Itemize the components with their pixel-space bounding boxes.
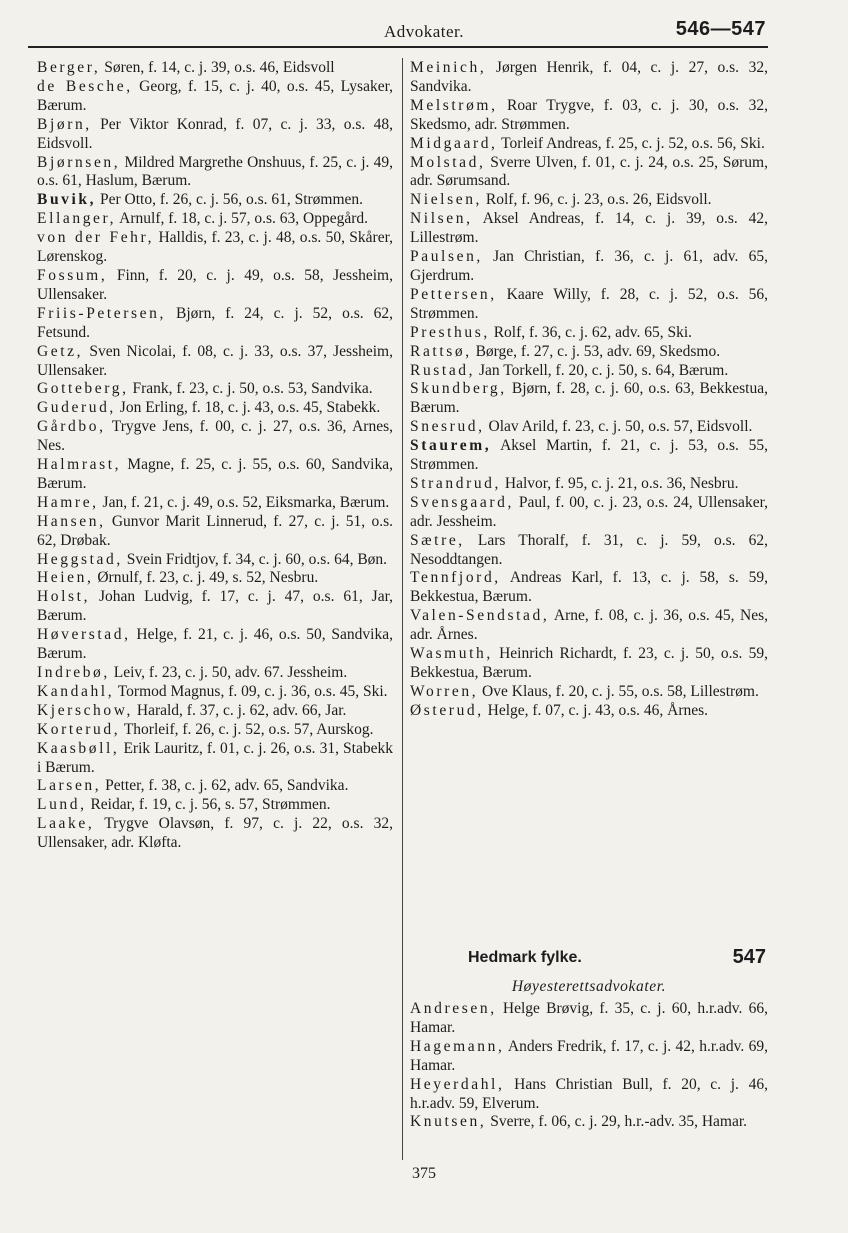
entry-details: Johan Ludvig, f. 17, c. j. 47, o.s. 61, Jar, Bærum. <box>37 588 393 625</box>
entry-surname: Hamre, <box>37 493 99 511</box>
entry-details: Trygve Olavsøn, f. 97, c. j. 22, o.s. 32, Ullensaker, adr. Kløfta. <box>37 815 393 852</box>
entry-details: Jan Christian, f. 36, c. j. 61, adv. 65, Gjerdrum. <box>410 248 768 284</box>
directory-entry <box>37 399 393 418</box>
directory-entry <box>37 343 393 381</box>
section-header <box>426 946 766 972</box>
entry-details: Finn, f. 20, c. j. 49, o.s. 58, Jessheim, Ullensaker. <box>37 266 393 303</box>
page-range: 546—547 <box>675 18 766 40</box>
entry-surname: Nilsen, <box>410 210 473 228</box>
entry-details: Per Otto, f. 26, c. j. 56, o.s. 61, Strømmen. <box>96 191 364 209</box>
directory-entry <box>37 267 393 305</box>
directory-entry <box>37 664 393 683</box>
entry-details: Svein Fridtjov, f. 34, c. j. 60, o.s. 64, Bøn. <box>122 550 388 568</box>
entry-details: Gunvor Marit Linnerud, f. 27, c. j. 51, o.s. 62, Drøbak. <box>37 512 393 549</box>
entry-surname: Skundberg, <box>410 380 507 398</box>
entry-details: Rolf, f. 36, c. j. 62, adv. 65, Ski. <box>489 323 693 341</box>
entry-surname: Fossum, <box>37 266 108 284</box>
entry-surname: Østerud, <box>410 701 484 719</box>
entry-surname: Gotteberg, <box>37 380 129 398</box>
entry-details: Aksel Martin, f. 21, c. j. 53, o.s. 55, Strømmen. <box>410 437 768 474</box>
entry-surname: Buvik, <box>37 191 97 209</box>
directory-entry <box>37 229 393 267</box>
directory-entry <box>410 343 768 362</box>
entry-surname: Wasmuth, <box>410 645 493 663</box>
entry-surname: Guderud, <box>37 399 116 417</box>
entry-surname: Laake, <box>37 815 95 833</box>
entry-surname: Knutsen, <box>410 1113 487 1131</box>
entry-surname: Bjørn, <box>37 115 92 133</box>
entry-surname: Gårdbo, <box>37 418 106 436</box>
directory-entry <box>37 154 393 192</box>
directory-entry <box>410 418 768 437</box>
directory-entry <box>37 815 393 853</box>
directory-entry <box>410 569 768 607</box>
entry-details: Jon Erling, f. 18, c. j. 43, o.s. 45, Stabekk. <box>115 399 381 417</box>
entry-surname: Larsen, <box>37 777 102 795</box>
entry-details: Paul, f. 00, c. j. 23, o.s. 24, Ullensaker, adr. Jessheim. <box>410 493 768 530</box>
entry-details: Petter, f. 38, c. j. 62, adv. 65, Sandvika. <box>101 777 349 795</box>
directory-entry <box>410 1113 768 1132</box>
directory-entry <box>37 740 393 778</box>
page-title: Advokater. <box>383 22 465 41</box>
left-column <box>37 59 393 853</box>
entry-details: Leiv, f. 23, c. j. 50, adv. 67. Jessheim. <box>109 664 348 681</box>
header-rule <box>28 46 768 48</box>
entry-surname: Rustad, <box>410 361 476 379</box>
entry-surname: Heggstad, <box>37 550 123 568</box>
entry-details: Andreas Karl, f. 13, c. j. 58, s. 59, Bekkestua, Bærum. <box>410 569 768 606</box>
entry-details: Georg, f. 15, c. j. 40, o.s. 45, Lysaker, Bærum. <box>37 77 394 114</box>
entry-details: Magne, f. 25, c. j. 55, o.s. 60, Sandvika, Bærum. <box>37 456 393 492</box>
directory-entry <box>37 305 393 343</box>
page-number: 375 <box>412 1165 436 1182</box>
directory-entry <box>37 626 393 664</box>
entry-details: Kaare Willy, f. 28, c. j. 52, o.s. 56, Strømmen. <box>410 285 768 322</box>
entry-details: Aksel Andreas, f. 14, c. j. 39, o.s. 42, Lillestrøm. <box>410 210 768 247</box>
entry-surname: Bjørnsen, <box>37 153 121 171</box>
entry-surname: Lund, <box>37 796 87 814</box>
directory-entry <box>410 324 768 343</box>
directory-entry <box>410 286 768 324</box>
directory-entry <box>410 437 768 475</box>
entry-details: Arne, f. 08, c. j. 36, o.s. 45, Nes, adr. Årnes. <box>410 607 768 644</box>
entry-surname: Kandahl, <box>37 682 115 700</box>
directory-entry <box>410 59 768 97</box>
entry-surname: Presthus, <box>410 323 490 341</box>
entry-surname: Hagemann, <box>410 1037 505 1055</box>
directory-entry <box>37 569 393 588</box>
entry-surname: Pettersen, <box>410 285 497 303</box>
directory-entry <box>410 475 768 494</box>
directory-entry <box>410 532 768 570</box>
entry-details: Arnulf, f. 18, c. j. 57, o.s. 63, Oppegård. <box>116 210 368 228</box>
directory-entry <box>37 683 393 702</box>
entry-surname: Midgaard, <box>410 134 498 152</box>
entry-details: Halvor, f. 95, c. j. 21, o.s. 36, Nesbru. <box>501 474 739 492</box>
entry-details: Sverre, f. 06, c. j. 29, h.r.-adv. 35, Hamar. <box>486 1113 748 1131</box>
directory-entry <box>410 380 768 418</box>
entry-surname: Heien, <box>37 569 94 587</box>
entry-surname: Staurem, <box>410 437 492 455</box>
directory-entry <box>37 456 393 494</box>
entry-details: Anders Fredrik, f. 17, c. j. 42, h.r.adv. 69, Hamar. <box>410 1037 768 1074</box>
entry-surname: Heyerdahl, <box>410 1075 505 1093</box>
entry-details: Sverre Ulven, f. 01, c. j. 24, o.s. 25, Sørum, adr. Sørumsand. <box>410 153 768 190</box>
entry-surname: Andresen, <box>410 1000 497 1017</box>
entry-details: Harald, f. 37, c. j. 62, adv. 66, Jar. <box>133 701 347 719</box>
entry-details: Lars Thoralf, f. 31, c. j. 59, o.s. 62, Nesoddtangen. <box>410 531 768 568</box>
entry-details: Per Viktor Konrad, f. 07, c. j. 33, o.s. 48, Eidsvoll. <box>37 115 393 152</box>
section-title: Hedmark fylke. <box>468 949 582 966</box>
entry-details: Bjørn, f. 24, c. j. 52, o.s. 62, Fetsund. <box>37 304 393 341</box>
directory-entry <box>410 362 768 381</box>
directory-entry <box>410 191 768 210</box>
entry-surname: Melstrøm, <box>410 96 498 114</box>
entry-surname: Sætre, <box>410 531 465 549</box>
entry-details: Jørgen Henrik, f. 04, c. j. 27, o.s. 32, Sandvika. <box>410 59 768 95</box>
directory-entry <box>410 248 768 286</box>
entry-surname: Kaasbøll, <box>37 739 120 757</box>
entry-details: Erik Lauritz, f. 01, c. j. 26, o.s. 31, Stabekk i Bærum. <box>37 739 393 776</box>
entry-surname: Tennfjord, <box>410 569 501 587</box>
directory-entry <box>37 702 393 721</box>
entry-details: Thorleif, f. 26, c. j. 52, o.s. 57, Aurskog. <box>120 720 374 738</box>
directory-entry <box>410 1076 768 1114</box>
entry-surname: Paulsen, <box>410 248 483 266</box>
entry-details: Ørnulf, f. 23, c. j. 49, s. 52, Nesbru. <box>93 569 319 587</box>
entry-surname: Hansen, <box>37 512 106 530</box>
directory-entry <box>37 721 393 740</box>
section-subtitle: Høyesterettsadvokater. <box>511 978 667 995</box>
entry-details: Jan, f. 21, c. j. 49, o.s. 52, Eiksmarka, Bærum. <box>98 493 390 511</box>
entry-details: Hans Christian Bull, f. 20, c. j. 46, h.r.adv. 59, Elverum. <box>410 1075 768 1112</box>
entry-details: Søren, f. 14, c. j. 39, o.s. 46, Eidsvoll <box>100 59 335 76</box>
entry-details: Sven Nicolai, f. 08, c. j. 33, o.s. 37, Jessheim, Ullensaker. <box>37 342 393 379</box>
entry-surname: Indrebø, <box>37 664 110 681</box>
directory-entry <box>410 1000 768 1038</box>
section-entries <box>410 1000 768 1132</box>
entry-details: Olav Arild, f. 23, c. j. 50, o.s. 57, Eidsvoll. <box>484 418 753 436</box>
entry-surname: Svensgaard, <box>410 493 514 511</box>
entry-details: Rolf, f. 96, c. j. 23, o.s. 26, Eidsvoll. <box>482 191 712 209</box>
entry-surname: Høverstad, <box>37 626 131 644</box>
entry-details: Jan Torkell, f. 20, c. j. 50, s. 64, Bærum. <box>475 361 729 379</box>
entry-details: Heinrich Richardt, f. 23, c. j. 50, o.s. 59, Bekkestua, Bærum. <box>410 645 768 681</box>
directory-entry <box>37 116 393 154</box>
directory-entry <box>37 551 393 570</box>
column-divider <box>402 58 403 1160</box>
entry-surname: Nielsen, <box>410 191 483 209</box>
entry-surname: Holst, <box>37 588 91 606</box>
directory-entry <box>410 1038 768 1076</box>
directory-entry <box>37 796 393 815</box>
directory-entry <box>410 154 768 192</box>
directory-entry <box>37 418 393 456</box>
entry-details: Tormod Magnus, f. 09, c. j. 36, o.s. 45, Ski. <box>114 682 388 700</box>
entry-details: Mildred Margrethe Onshuus, f. 25, c. j. 49, o.s. 61, Haslum, Bærum. <box>37 153 393 190</box>
directory-entry <box>37 588 393 626</box>
entry-surname: Valen-Sendstad, <box>410 607 550 625</box>
directory-entry <box>410 683 768 702</box>
entry-surname: Berger, <box>37 59 101 76</box>
directory-entry <box>37 59 393 78</box>
entry-details: Helge, f. 07, c. j. 43, o.s. 46, Årnes. <box>483 701 709 719</box>
right-column <box>410 59 768 721</box>
entry-surname: Kjerschow, <box>37 701 134 719</box>
directory-entry <box>37 777 393 796</box>
section-number: 547 <box>732 946 766 968</box>
directory-entry <box>37 494 393 513</box>
directory-entry <box>37 513 393 551</box>
directory-entry <box>37 191 393 210</box>
entry-surname: Rattsø, <box>410 342 472 360</box>
entry-details: Helge Brøvig, f. 35, c. j. 60, h.r.adv. 66, Hamar. <box>410 1000 768 1036</box>
entry-details: Torleif Andreas, f. 25, c. j. 52, o.s. 56, Ski. <box>497 134 765 152</box>
directory-entry <box>410 607 768 645</box>
directory-entry <box>37 380 393 399</box>
directory-entry <box>410 494 768 532</box>
entry-details: Helge, f. 21, c. j. 46, o.s. 50, Sandvika, Bærum. <box>37 626 393 663</box>
entry-details: Trygve Jens, f. 00, c. j. 27, o.s. 36, Arnes, Nes. <box>37 418 393 455</box>
entry-surname: Ellanger, <box>37 210 117 228</box>
directory-entry <box>410 645 768 683</box>
entry-surname: Halmrast, <box>37 456 122 474</box>
directory-entry <box>410 702 768 721</box>
entry-details: Roar Trygve, f. 03, c. j. 30, o.s. 32, Skedsmo, adr. Strømmen. <box>410 96 768 133</box>
entry-details: Reidar, f. 19, c. j. 56, s. 57, Strømmen. <box>86 796 331 814</box>
directory-entry <box>410 97 768 135</box>
entry-surname: de Besche, <box>37 77 133 95</box>
entry-details: Halldis, f. 23, c. j. 48, o.s. 50, Skårer, Lørenskog. <box>37 229 393 266</box>
entry-surname: Meinich, <box>410 59 487 76</box>
entry-details: Ove Klaus, f. 20, c. j. 55, o.s. 58, Lillestrøm. <box>478 682 759 700</box>
entry-details: Bjørn, f. 28, c. j. 60, o.s. 63, Bekkestua, Bærum. <box>410 380 768 417</box>
directory-entry <box>410 210 768 248</box>
entry-surname: von der Fehr, <box>37 229 155 247</box>
entry-surname: Strandrud, <box>410 474 502 492</box>
entry-surname: Getz, <box>37 342 84 360</box>
directory-entry <box>37 210 393 229</box>
entry-surname: Friis-Petersen, <box>37 304 166 322</box>
directory-entry <box>410 135 768 154</box>
entry-details: Frank, f. 23, c. j. 50, o.s. 53, Sandvika. <box>128 380 373 398</box>
entry-surname: Molstad, <box>410 153 486 171</box>
entry-surname: Worren, <box>410 682 479 700</box>
directory-entry <box>37 78 393 116</box>
entry-surname: Korterud, <box>37 720 121 738</box>
entry-surname: Snesrud, <box>410 418 485 436</box>
entry-details: Børge, f. 27, c. j. 53, adv. 69, Skedsmo. <box>471 342 721 360</box>
